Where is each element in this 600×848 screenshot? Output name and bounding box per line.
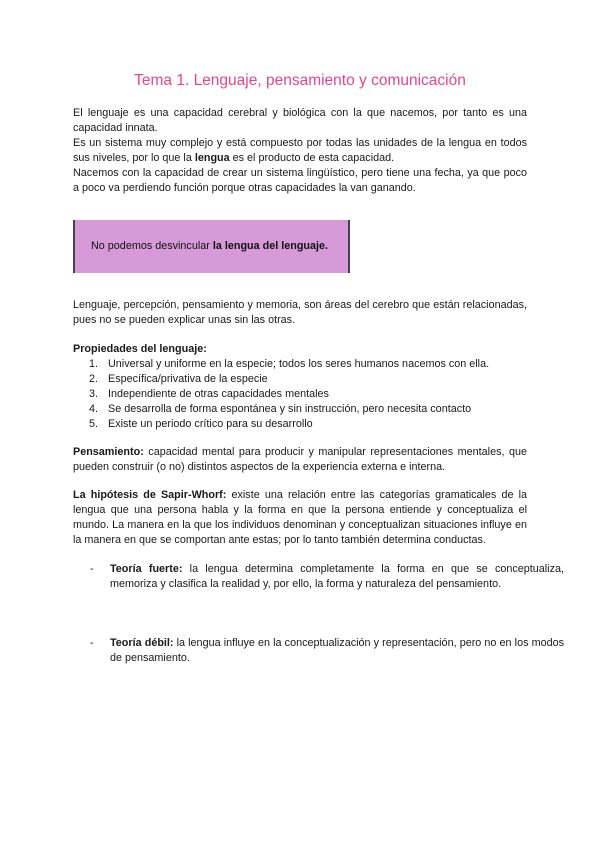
intro-section <box>73 106 527 196</box>
thought-text: capacidad mental para producir y manipular representaciones mentales, que pueden construir (o no) distintos aspectos de la experiencia externa e interna. <box>73 446 527 473</box>
sapir-text: existe una relación entre las categorías gramaticales de la lengua que una persona habla y la forma en que la persona entiende y conceptualiza el mundo. La manera en la que los individuos denominan y conceptualizan situaciones influye en la manera en que se comportan ante estas; por lo tanto también determina conductas. <box>73 489 527 546</box>
intro-p2-text-end: es el producto de esta capacidad. <box>229 152 395 164</box>
list-number: 4. <box>89 403 99 415</box>
callout-text <box>91 240 328 252</box>
weak-theory-term: Teoría débil: <box>110 637 174 649</box>
list-number: 2. <box>89 373 99 385</box>
sapir-paragraph <box>73 488 527 548</box>
thought-term: Pensamiento: <box>73 446 144 458</box>
properties-list <box>73 357 527 432</box>
list-item <box>73 357 527 372</box>
list-number: 5. <box>89 418 99 430</box>
intro-paragraph-2 <box>73 136 527 166</box>
intro-p2-bold: lengua <box>194 152 230 164</box>
properties-heading <box>73 342 527 357</box>
weak-theory-item <box>73 636 564 666</box>
list-item <box>73 417 527 432</box>
strong-theory-text: la lengua determina completamente la forma en que se conceptualiza, memoriza y clasifica la realidad y, por ello, la forma y naturaleza del pensamiento. <box>110 563 564 590</box>
properties-heading-text: Propiedades del lenguaje: <box>73 343 207 355</box>
intro-paragraph-1: El lenguaje es una capacidad cerebral y biológica con la que nacemos, por tanto es una capacidad innata. <box>73 107 527 134</box>
page-title: Tema 1. Lenguaje, pensamiento y comunicación <box>134 72 466 89</box>
properties-section <box>73 342 527 432</box>
list-item-text: Se desarrolla de forma espontánea y sin instrucción, pero necesita contacto <box>108 403 472 415</box>
list-item <box>73 387 527 402</box>
callout-bold: la lengua del lenguaje. <box>212 240 329 252</box>
strong-theory-item <box>73 562 564 592</box>
weak-theory-text: la lengua influye en la conceptualización y representación, pero no en los modos de pensamiento. <box>110 637 565 664</box>
relation-paragraph: Lenguaje, percepción, pensamiento y memoria, son áreas del cerebro que están relacionadas, pues no se pueden explicar unas sin las otras. <box>73 299 527 326</box>
intro-p2-text: Es un sistema muy complejo y está compuesto por todas las unidades de la lengua en todos sus niveles, por lo que la <box>73 137 527 164</box>
callout-box <box>73 220 350 273</box>
list-item <box>73 402 527 417</box>
dash-marker: - <box>90 637 94 649</box>
list-item-text: Universal y uniforme en la especie; todos los seres humanos nacemos con ella. <box>108 358 490 370</box>
list-item-text: Independiente de otras capacidades mentales <box>108 388 329 400</box>
sapir-term: La hipótesis de Sapir-Whorf: <box>73 489 227 501</box>
intro-paragraph-3: Nacemos con la capacidad de crear un sistema lingüístico, pero tiene una fecha, ya que poco a poco va perdiendo función porque otras capacidades la van ganando. <box>73 167 527 194</box>
list-number: 3. <box>89 388 99 400</box>
list-item-text: Existe un periodo crítico para su desarrollo <box>108 418 313 430</box>
dash-marker: - <box>90 563 94 575</box>
list-item-text: Específica/privativa de la especie <box>108 373 268 385</box>
strong-theory-term: Teoría fuerte: <box>110 563 183 575</box>
list-number: 1. <box>89 358 99 370</box>
thought-paragraph <box>73 445 527 475</box>
list-item <box>73 372 527 387</box>
callout-text-start: No podemos desvincular <box>91 240 213 252</box>
